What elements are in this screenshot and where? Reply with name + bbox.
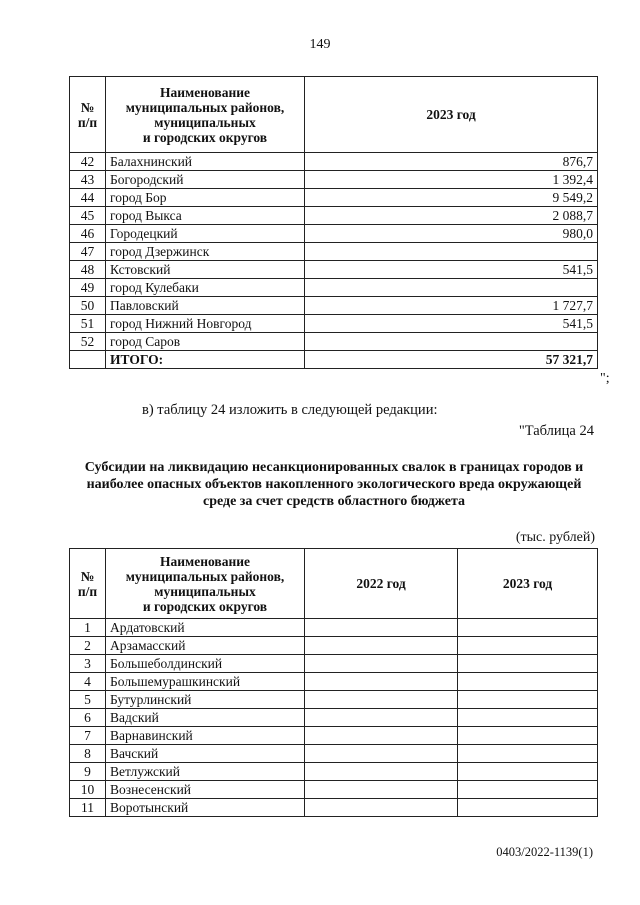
municipality-name: город Бор [106,189,305,207]
value-2023: 980,0 [305,225,598,243]
municipality-name: Ветлужский [106,763,305,781]
header-name: Наименование муниципальных районов, муниципальных и городских округов [106,77,305,153]
value-2023: 876,7 [305,153,598,171]
row-number: 42 [70,153,106,171]
header-year-2023: 2023 год [458,549,598,619]
value-2023: 541,5 [305,261,598,279]
table-row [70,333,598,351]
value-2023 [458,727,598,745]
value-2022 [305,655,458,673]
row-number: 2 [70,637,106,655]
table-row [70,727,598,745]
value-2022 [305,727,458,745]
municipality-name: Воротынский [106,799,305,817]
value-2023 [305,243,598,261]
value-2023 [458,781,598,799]
table-label: "Таблица 24 [518,423,594,439]
table-row [70,619,598,637]
value-2023 [305,279,598,297]
municipality-name: Большеболдинский [106,655,305,673]
value-2022 [305,799,458,817]
value-2022 [305,673,458,691]
table-row [70,189,598,207]
municipality-name: Балахнинский [106,153,305,171]
municipality-name: Большемурашкинский [106,673,305,691]
municipality-name: город Дзержинск [106,243,305,261]
header-name: Наименование муниципальных районов, муниципальных и городских округов [106,549,305,619]
total-row [70,351,598,369]
header-year-2022: 2022 год [305,549,458,619]
table-row [70,763,598,781]
municipality-name: город Кулебаки [106,279,305,297]
table-row [70,655,598,673]
amendment-paragraph: в) таблицу 24 изложить в следующей редакции: [142,402,438,418]
table-row [70,691,598,709]
value-2022 [305,709,458,727]
value-2023: 9 549,2 [305,189,598,207]
municipality-name: Павловский [106,297,305,315]
row-number: 4 [70,673,106,691]
table-row [70,745,598,763]
municipality-name: Вознесенский [106,781,305,799]
table-row [70,315,598,333]
table-row [70,225,598,243]
value-2023 [458,799,598,817]
table-title: Субсидии на ликвидацию несанкционированных свалок в границах городов и наиболее опасных объектов накопленного экологического вреда окружающей среде за счет средств областного бюджета [84,460,584,509]
value-2023: 1 727,7 [305,297,598,315]
value-2023: 2 088,7 [305,207,598,225]
row-number: 44 [70,189,106,207]
municipality-name: город Нижний Новгород [106,315,305,333]
row-number: 8 [70,745,106,763]
municipality-name: Вадский [106,709,305,727]
value-2022 [305,781,458,799]
value-2023 [458,655,598,673]
value-2022 [305,763,458,781]
table-row [70,637,598,655]
value-2022 [305,637,458,655]
table-row [70,297,598,315]
table-row [70,709,598,727]
total-num-cell [70,351,106,369]
row-number: 51 [70,315,106,333]
row-number: 1 [70,619,106,637]
total-value: 57 321,7 [305,351,598,369]
header-year: 2023 год [305,77,598,153]
unit-label: (тыс. рублей) [515,530,595,545]
municipality-name: Вачский [106,745,305,763]
table-row [70,261,598,279]
row-number: 47 [70,243,106,261]
table-row [70,673,598,691]
municipality-name: город Саров [106,333,305,351]
municipality-name: город Выкса [106,207,305,225]
row-number: 50 [70,297,106,315]
table-row [70,153,598,171]
table-row [70,171,598,189]
value-2023: 1 392,4 [305,171,598,189]
municipality-name: Кстовский [106,261,305,279]
row-number: 48 [70,261,106,279]
value-2022 [305,745,458,763]
document-code: 0403/2022-1139(1) [496,845,593,859]
subsidy-table-continued [69,76,598,369]
row-number: 46 [70,225,106,243]
table-row [70,243,598,261]
municipality-name: Варнавинский [106,727,305,745]
row-number: 5 [70,691,106,709]
value-2023 [305,333,598,351]
row-number: 6 [70,709,106,727]
row-number: 3 [70,655,106,673]
value-2023: 541,5 [305,315,598,333]
municipality-name: Богородский [106,171,305,189]
header-num: № п/п [70,77,106,153]
total-label: ИТОГО: [106,351,305,369]
value-2023 [458,673,598,691]
row-number: 10 [70,781,106,799]
subsidy-table-24 [69,548,598,817]
value-2023 [458,619,598,637]
row-number: 52 [70,333,106,351]
value-2022 [305,619,458,637]
table-row [70,781,598,799]
page-number: 149 [309,37,331,52]
value-2023 [458,709,598,727]
municipality-name: Ардатовский [106,619,305,637]
municipality-name: Бутурлинский [106,691,305,709]
municipality-name: Арзамасский [106,637,305,655]
table-row [70,279,598,297]
row-number: 7 [70,727,106,745]
table-row [70,207,598,225]
value-2023 [458,637,598,655]
value-2023 [458,691,598,709]
value-2023 [458,745,598,763]
table-row [70,799,598,817]
row-number: 49 [70,279,106,297]
value-2023 [458,763,598,781]
table-end-quote: "; [600,371,610,386]
row-number: 45 [70,207,106,225]
value-2022 [305,691,458,709]
header-num: № п/п [70,549,106,619]
row-number: 43 [70,171,106,189]
row-number: 9 [70,763,106,781]
row-number: 11 [70,799,106,817]
municipality-name: Городецкий [106,225,305,243]
